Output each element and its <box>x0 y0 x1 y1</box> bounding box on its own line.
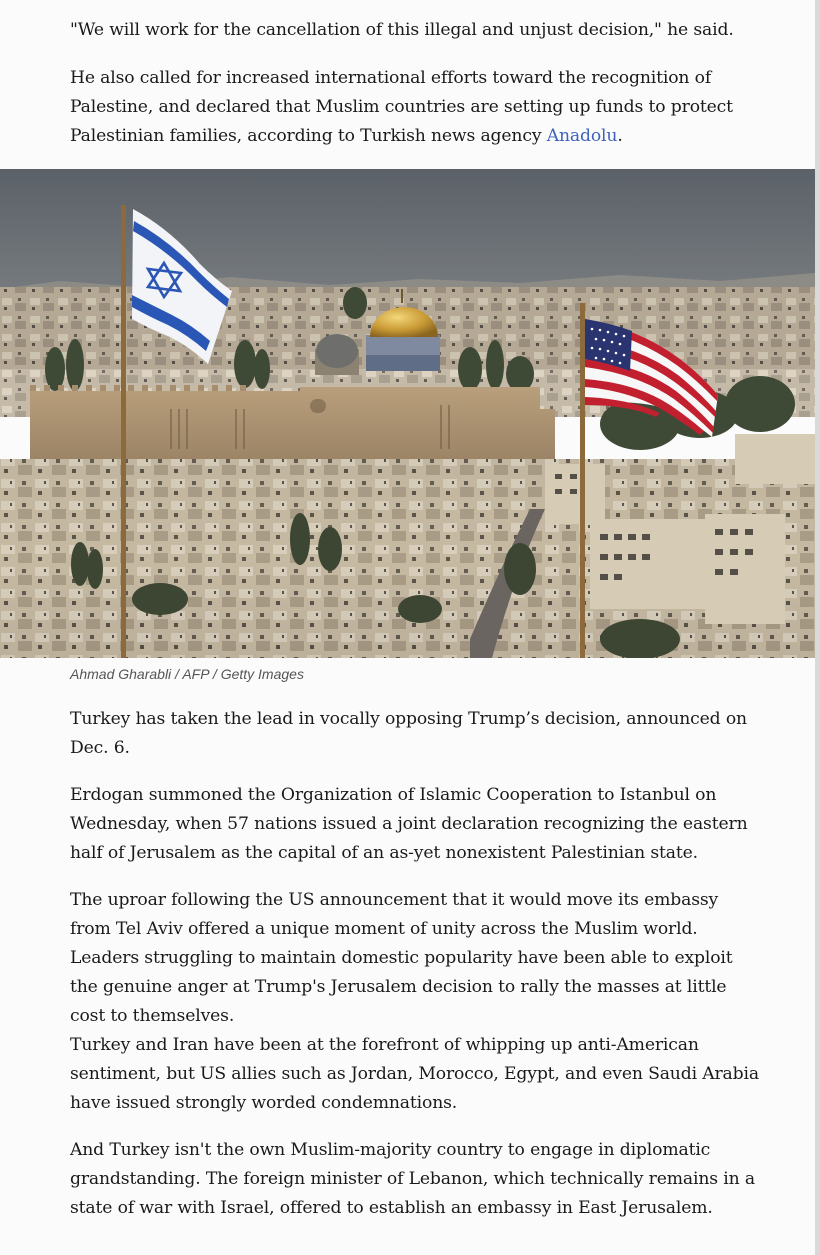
paragraph-text: He also called for increased international efforts toward the recognition of Palestine, and declared that Muslim countries are setting up funds to protect Palestinian families, according to Turkish news agency <box>70 68 733 146</box>
paragraph-period: . <box>617 126 623 146</box>
article-photo <box>0 169 815 658</box>
paragraph-erdogan: Erdogan summoned the Organization of Islamic Cooperation to Istanbul on Wednesday, when 57 nations issued a joint declaration recognizing the eastern half of Jerusalem as the capital of an as-yet nonexistent Palestinian state. <box>70 785 748 863</box>
window-edge <box>815 0 820 1255</box>
anadolu-link[interactable]: Anadolu <box>546 126 618 146</box>
paragraph-turkey-iran: Turkey and Iran have been at the forefront of whipping up anti-American sentiment, but US allies such as Jordan, Morocco, Egypt, and even Saudi Arabia have issued strongly worded condemnations. <box>70 1035 759 1113</box>
photo-caption: Ahmad Gharabli / AFP / Getty Images <box>70 666 304 682</box>
paragraph-lebanon: And Turkey isn't the own Muslim-majority country to engage in diplomatic grandstanding. The foreign minister of Lebanon, which technically remains in a state of war with Israel, offered to establish an embassy in East Jerusalem. <box>70 1140 755 1218</box>
paragraph-quote: "We will work for the cancellation of this illegal and unjust decision," he said. <box>70 20 734 40</box>
paragraph-uproar: The uproar following the US announcement that it would move its embassy from Tel Aviv offered a unique moment of unity across the Muslim world. Leaders struggling to maintain domestic popularity have been able to exploit the genuine anger at Trump's Jerusalem decision to rally the masses at little cost to themselves. <box>70 890 733 1026</box>
paragraph-international-efforts <box>70 64 760 151</box>
paragraph-turkey-lead: Turkey has taken the lead in vocally opposing Trump’s decision, announced on Dec. 6. <box>70 709 747 758</box>
